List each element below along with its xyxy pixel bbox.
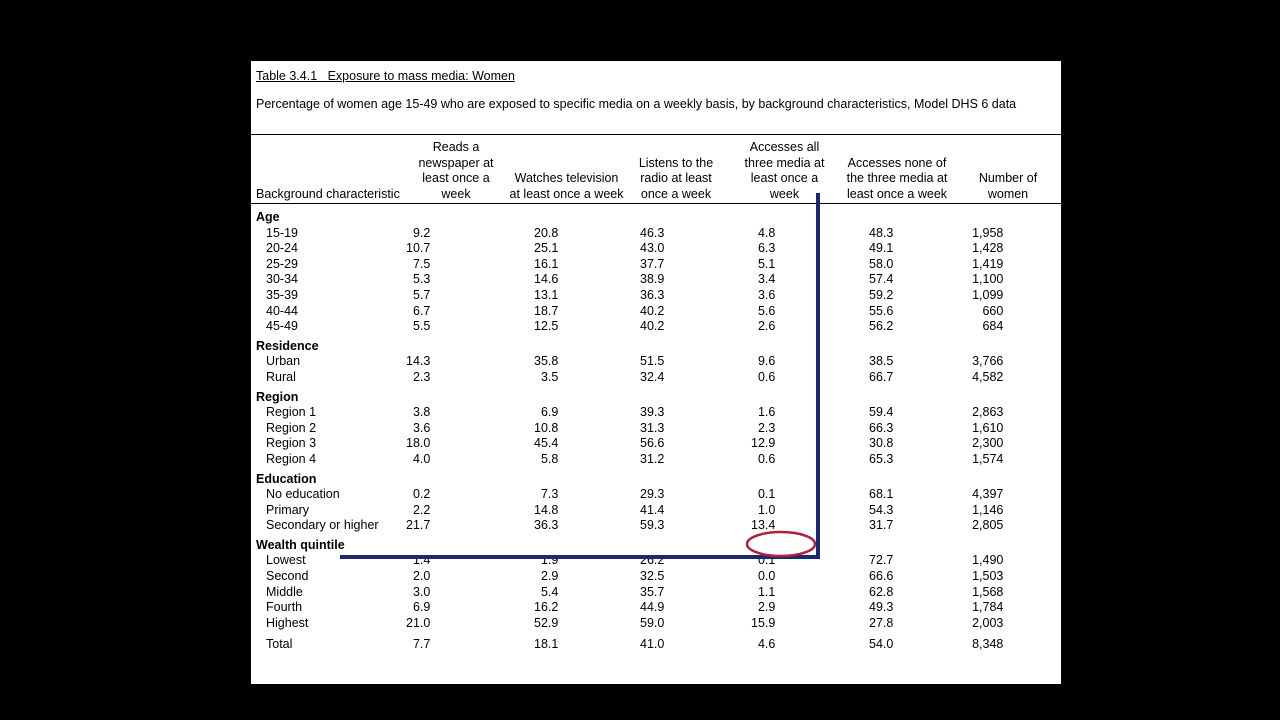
cell-col-1: 3.8 [412,405,431,420]
table-row [251,226,1040,242]
group-heading: Wealth quintile [256,537,345,552]
table-row [251,616,1040,632]
cell-col-3: 44.9 [640,600,665,615]
cell-col-6: 2,863 [972,405,1004,420]
cell-col-6: 1,610 [972,420,1004,435]
cell-col-4: 3.6 [757,287,776,302]
cell-col-3: 56.6 [640,436,665,451]
group-row [251,335,1040,355]
cell-col-4: 13.4 [751,518,776,533]
cell-col-4: 6.3 [757,241,776,256]
cell-col-3: 41.0 [640,637,665,652]
row-label: Rural [266,369,296,384]
table-description: Percentage of women age 15-49 who are exposed to specific media on a weekly basis, by background characteristics, Model DHS 6 data [256,97,1017,111]
cell-col-4: 0.6 [757,451,776,466]
group-row [251,386,1040,406]
cell-col-2: 2.9 [540,569,559,584]
cell-col-3: 26.2 [640,553,665,568]
cell-col-1: 3.6 [412,420,431,435]
cell-col-6: 1,490 [972,553,1004,568]
cell-col-5: 55.6 [869,303,894,318]
cell-col-1: 2.3 [412,369,431,384]
cell-col-5: 54.3 [869,502,894,517]
table-row [251,257,1040,273]
cell-col-2: 14.8 [534,502,559,517]
cell-col-1: 1.4 [412,553,431,568]
cell-col-1: 6.9 [412,600,431,615]
cell-col-5: 62.8 [869,584,894,599]
table-row [251,487,1040,503]
header-top-rule [251,134,1061,135]
cell-col-1: 7.5 [412,256,431,271]
cell-col-3: 37.7 [640,256,665,271]
cell-col-3: 40.2 [640,319,665,334]
cell-col-3: 40.2 [640,303,665,318]
cell-col-2: 45.4 [534,436,559,451]
table-row [251,503,1040,519]
table-row [251,405,1040,421]
cell-col-4: 12.9 [751,436,776,451]
cell-col-5: 49.1 [869,241,894,256]
cell-col-4: 5.1 [757,256,776,271]
header-all-three: Accesses all three media at least once a week [744,140,825,201]
cell-col-6: 8,348 [972,637,1004,652]
header-background: Background characteristic [256,186,400,201]
cell-col-1: 4.0 [412,451,431,466]
row-label: Second [266,569,309,584]
cell-col-4: 0.1 [757,487,776,502]
header-none: Accesses none of the three media at least once a week [846,155,948,201]
table-bottom-rule [251,684,1061,685]
row-label: 20-24 [266,241,298,256]
cell-col-1: 3.0 [412,584,431,599]
group-heading: Region [256,389,299,404]
data-table [251,206,1040,653]
group-heading: Residence [256,338,319,353]
cell-col-5: 49.3 [869,600,894,615]
table-row [251,518,1040,534]
row-label: Secondary or higher [266,518,379,533]
cell-col-3: 31.3 [640,420,665,435]
row-label: Urban [266,354,301,369]
cell-col-5: 72.7 [869,553,894,568]
cell-col-6: 660 [982,303,1004,318]
cell-col-5: 57.4 [869,272,894,287]
cell-col-3: 31.2 [640,451,665,466]
table-row [251,241,1040,257]
cell-col-2: 16.2 [534,600,559,615]
cell-col-1: 2.2 [412,502,431,517]
cell-col-4: 1.1 [757,584,776,599]
cell-col-3: 51.5 [640,354,665,369]
cell-col-6: 684 [982,319,1004,334]
group-row [251,534,1040,554]
cell-col-6: 2,003 [972,615,1004,630]
cell-col-3: 41.4 [640,502,665,517]
row-label: Region 2 [266,420,317,435]
cell-col-5: 30.8 [869,436,894,451]
group-heading: Age [256,210,280,224]
cell-col-5: 31.7 [869,518,894,533]
cell-col-3: 29.3 [640,487,665,502]
cell-col-4: 1.0 [757,502,776,517]
cell-col-1: 7.7 [412,637,431,652]
row-label: Highest [266,615,309,630]
cell-col-5: 56.2 [869,319,894,334]
cell-col-5: 66.6 [869,569,894,584]
cell-col-5: 48.3 [869,225,894,240]
row-label: 30-34 [266,272,298,287]
row-label: Middle [266,584,303,599]
cell-col-2: 12.5 [534,319,559,334]
table-row [251,288,1040,304]
cell-col-6: 1,958 [972,225,1004,240]
cell-col-2: 5.4 [540,584,559,599]
header-bottom-rule [251,203,1061,204]
table-row [251,600,1040,616]
cell-col-5: 68.1 [869,487,894,502]
cell-col-1: 21.7 [406,518,431,533]
cell-col-4: 1.6 [757,405,776,420]
cell-col-2: 3.5 [540,369,559,384]
cell-col-1: 2.0 [412,569,431,584]
cell-col-4: 2.6 [757,319,776,334]
table-row [251,272,1040,288]
cell-col-2: 20.8 [534,225,559,240]
cell-col-6: 2,300 [972,436,1004,451]
cell-col-2: 35.8 [534,354,559,369]
row-label: Region 1 [266,405,317,420]
cell-col-1: 5.3 [412,272,431,287]
cell-col-1: 21.0 [406,615,431,630]
row-label: Primary [266,502,310,517]
row-label: Fourth [266,600,303,615]
cell-col-5: 38.5 [869,354,894,369]
cell-col-5: 58.0 [869,256,894,271]
header-radio: Listens to the radio at least once a week [638,155,714,201]
row-label: Lowest [266,553,306,568]
table-row [251,553,1040,569]
cell-col-4: 4.8 [757,225,776,240]
cell-col-3: 35.7 [640,584,665,599]
cell-col-6: 1,784 [972,600,1004,615]
cell-col-6: 1,568 [972,584,1004,599]
table-title: Table 3.4.1 Exposure to mass media: Women [256,69,515,83]
row-label: No education [266,487,340,502]
cell-col-2: 10.8 [534,420,559,435]
cell-col-6: 1,428 [972,241,1004,256]
cell-col-5: 54.0 [869,637,894,652]
cell-col-6: 1,503 [972,569,1004,584]
group-heading: Education [256,471,317,486]
table-sheet [251,61,1061,685]
header-television: Watches television at least once a week [509,171,624,201]
cell-col-4: 0.0 [757,569,776,584]
cell-col-1: 9.2 [412,225,431,240]
cell-col-1: 0.2 [412,487,431,502]
table-row [251,370,1040,386]
cell-col-4: 2.9 [757,600,776,615]
cell-col-2: 25.1 [534,241,559,256]
row-label: Region 3 [266,436,317,451]
cell-col-2: 36.3 [534,518,559,533]
cell-col-6: 1,099 [972,287,1004,302]
cell-col-3: 39.3 [640,405,665,420]
cell-col-1: 6.7 [412,303,431,318]
cell-col-6: 1,574 [972,451,1004,466]
table-row [251,304,1040,320]
cell-col-3: 38.9 [640,272,665,287]
cell-col-1: 5.7 [412,287,431,302]
row-label: 25-29 [266,256,298,271]
cell-col-4: 3.4 [757,272,776,287]
cell-col-2: 5.8 [540,451,559,466]
cell-col-6: 4,582 [972,369,1004,384]
row-label: 40-44 [266,303,298,318]
row-label: 35-39 [266,287,298,302]
table-row [251,452,1040,468]
cell-col-2: 6.9 [540,405,559,420]
cell-col-3: 59.0 [640,615,665,630]
cell-col-3: 59.3 [640,518,665,533]
group-row [251,468,1040,488]
table-row [251,569,1040,585]
header-newspaper: Reads a newspaper at least once a week [418,140,494,201]
cell-col-4: 4.6 [757,637,776,652]
cell-col-5: 65.3 [869,451,894,466]
row-label: Region 4 [266,451,317,466]
cell-col-5: 66.7 [869,369,894,384]
cell-col-3: 32.5 [640,569,665,584]
cell-col-4: 2.3 [757,420,776,435]
cell-col-6: 1,419 [972,256,1004,271]
row-label: 15-19 [266,225,298,240]
cell-col-6: 1,146 [972,502,1004,517]
cell-col-2: 1.9 [540,553,559,568]
cell-col-6: 2,805 [972,518,1004,533]
table-row [251,421,1040,437]
cell-col-2: 52.9 [534,615,559,630]
cell-col-6: 4,397 [972,487,1004,502]
cell-col-1: 10.7 [406,241,431,256]
cell-col-2: 13.1 [534,287,559,302]
cell-col-6: 3,766 [972,354,1004,369]
cell-col-5: 27.8 [869,615,894,630]
cell-col-5: 59.4 [869,405,894,420]
cell-col-2: 18.1 [534,637,559,652]
cell-col-4: 15.9 [751,615,776,630]
row-label: 45-49 [266,319,298,334]
cell-col-5: 59.2 [869,287,894,302]
cell-col-5: 66.3 [869,420,894,435]
cell-col-2: 7.3 [540,487,559,502]
table-row [251,585,1040,601]
cell-col-1: 14.3 [406,354,431,369]
row-label: Total [266,637,293,652]
cell-col-4: 0.6 [757,369,776,384]
cell-col-2: 14.6 [534,272,559,287]
header-number: Number of women [978,171,1038,201]
table-row [251,436,1040,452]
cell-col-4: 5.6 [757,303,776,318]
cell-col-1: 5.5 [412,319,431,334]
cell-col-3: 32.4 [640,369,665,384]
total-row [251,631,1040,653]
cell-col-1: 18.0 [406,436,431,451]
cell-col-6: 1,100 [972,272,1004,287]
cell-col-3: 46.3 [640,225,665,240]
cell-col-3: 43.0 [640,241,665,256]
cell-col-2: 16.1 [534,256,559,271]
table-row [251,354,1040,370]
group-row [251,206,1040,226]
cell-col-2: 18.7 [534,303,559,318]
cell-col-4: 9.6 [757,354,776,369]
cell-col-3: 36.3 [640,287,665,302]
cell-col-4: 0.1 [757,553,776,568]
table-row [251,319,1040,335]
